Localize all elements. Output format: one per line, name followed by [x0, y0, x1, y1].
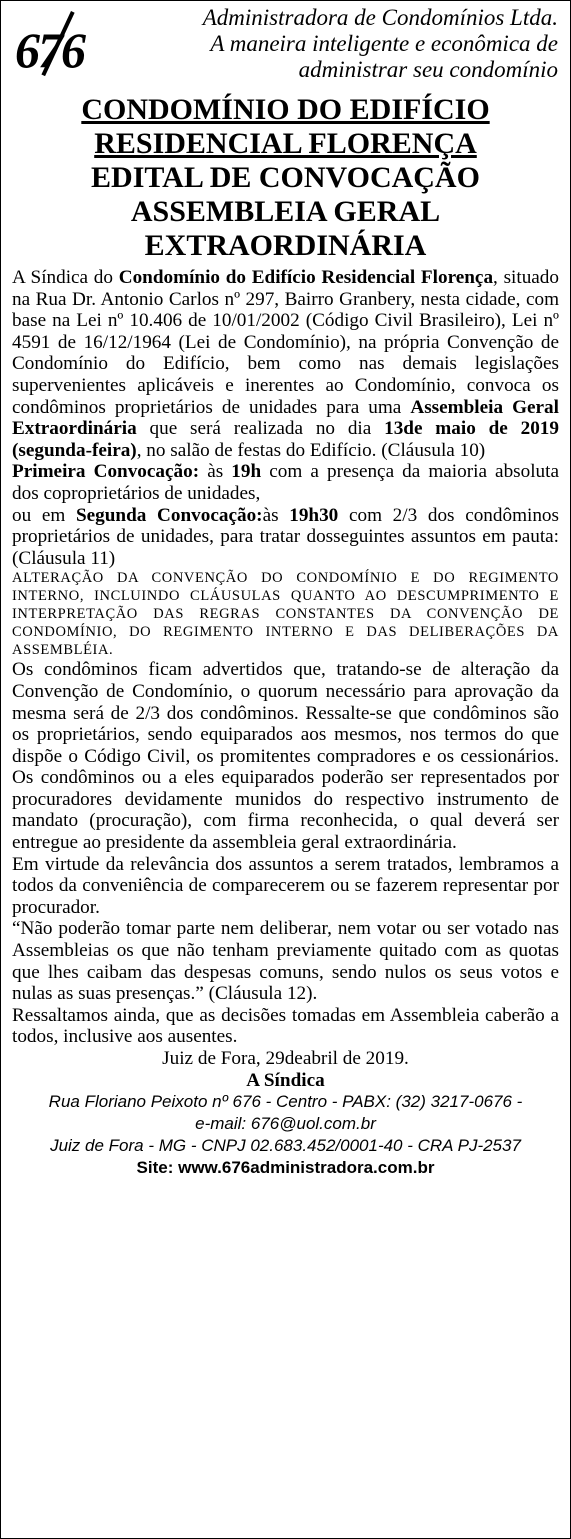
second-call-text-e: com 2/3 dos condôminos proprietários de unidades, para tratar dosseguintes assuntos em pauta: (Cláusula 11)	[12, 504, 559, 569]
tagline-line-1: Administradora de Condomínios Ltda.	[202, 5, 558, 30]
header	[1, 1, 570, 89]
intro-text-e: que será realizada no dia	[136, 418, 385, 440]
footer	[1, 1091, 570, 1179]
tagline-line-2: A maneira inteligente e econômica de	[210, 31, 558, 56]
first-call-paragraph	[12, 461, 559, 504]
notice-body	[1, 267, 570, 1091]
second-call-text-c: às	[262, 504, 290, 526]
company-tagline	[203, 5, 558, 83]
tagline-line-3: administrar seu condomínio	[298, 57, 558, 82]
second-call-paragraph	[12, 505, 559, 570]
relevance-paragraph: Em virtude da relevância dos assuntos a serem tratados, lembramos a todos da conveniência de comparecerem ou se fazerem representar por procurador.	[12, 853, 559, 918]
signature: A Síndica	[246, 1069, 325, 1091]
first-call-label: Primeira Convocação:	[12, 461, 200, 483]
agenda-item: ALTERAÇÃO DA CONVENÇÃO DO CONDOMÍNIO E DO REGIMENTO INTERNO, INCLUINDO CLÁUSULAS QUANTO AO DESCUMPRIMENTO E INTERPRETAÇÃO DAS REGRAS CONSTANTES DA CONVENÇÃO DE CONDOMÍNIO, DO REGIMENTO INTERNO E DAS DELIBERAÇÕES DA ASSEMBLÉIA.	[12, 570, 559, 659]
title-line-4: ASSEMBLEIA GERAL	[130, 195, 441, 228]
footer-email: e-mail: 676@uol.com.br	[195, 1114, 376, 1134]
assembly-type: Assembleia Geral Extraordinária	[12, 396, 559, 440]
footer-website: Site: www.676administradora.com.br	[136, 1158, 435, 1178]
second-call-label: Segunda Convocação:	[75, 504, 263, 526]
company-logo	[9, 11, 115, 78]
intro-text-a: A Síndica do	[12, 267, 119, 288]
title-line-3: EDITAL DE CONVOCAÇÃO	[91, 161, 480, 194]
first-call-text-b: às	[199, 461, 232, 483]
notice-title	[1, 93, 570, 263]
second-call-time: 19h30	[289, 504, 339, 526]
quorum-paragraph: Os condôminos ficam advertidos que, tratando-se de alteração da Convenção de Condomínio, o quorum necessário para aprovação da mesma será de 2/3 dos condôminos. Ressalte-se que condôminos são os proprietários, sendo equiparados aos mesmos, nos termos do que dispõe o Código Civil, os promitentes compradores e os cessionários. Os condôminos ou a eles equiparados poderão ser representados por procuradores devidamente munidos do respectivo instrumento de mandato (procuração), com firma reconhecida, o qual deverá ser entregue ao presidente da assembleia geral extraordinária.	[12, 659, 559, 854]
decisions-paragraph: Ressaltamos ainda, que as decisões tomadas em Assembleia caberão a todos, inclusive aos ausentes.	[12, 1004, 559, 1048]
second-call-text-a: ou em	[12, 504, 76, 526]
condo-name: Condomínio do Edifício Residencial Florença	[118, 267, 494, 288]
title-line-5: EXTRAORDINÁRIA	[144, 229, 427, 262]
intro-text-c: , situado na Rua Dr. Antonio Carlos nº 297, Bairro Granbery, nesta cidade, com base na Lei nº 10.406 de 10/01/2002 (Código Civil Brasileiro), Lei nº 4591 de 16/12/1964 (Lei de Condomínio), na própria Convenção de Condomínio do Edifício, bem como nas demais legislações supervenientes aplicáveis e inerentes ao Condomínio, convoca os condôminos proprietários de unidades para uma	[12, 267, 559, 418]
assembly-date: 13de maio de 2019 (segunda-feira)	[12, 418, 559, 461]
intro-text-g: , no salão de festas do Edifício. (Cláusula 10)	[136, 439, 486, 461]
first-call-time: 19h	[231, 461, 262, 483]
logo-number: 676	[15, 22, 84, 78]
voting-clause-paragraph: “Não poderão tomar parte nem deliberar, nem votar ou ser votado nas Assembleias os que não tenham previamente quitado com as quotas que lhes caibam das despesas comuns, sendo nulos os seus votos e nulas as suas presenças.” (Cláusula 12).	[12, 918, 559, 1005]
title-line-1: CONDOMÍNIO DO EDIFÍCIO	[81, 93, 490, 126]
footer-address: Rua Floriano Peixoto nº 676 - Centro - PABX: (32) 3217-0676 -	[48, 1092, 523, 1112]
first-call-text-d: com a presença da maioria absoluta dos coproprietários de unidades,	[12, 461, 560, 504]
intro-paragraph	[12, 267, 559, 461]
footer-registration: Juiz de Fora - MG - CNPJ 02.683.452/0001-40 - CRA PJ-2537	[50, 1136, 521, 1156]
place-date: Juiz de Fora, 29deabril de 2019.	[162, 1048, 409, 1069]
title-line-2: RESIDENCIAL FLORENÇA	[94, 127, 477, 160]
